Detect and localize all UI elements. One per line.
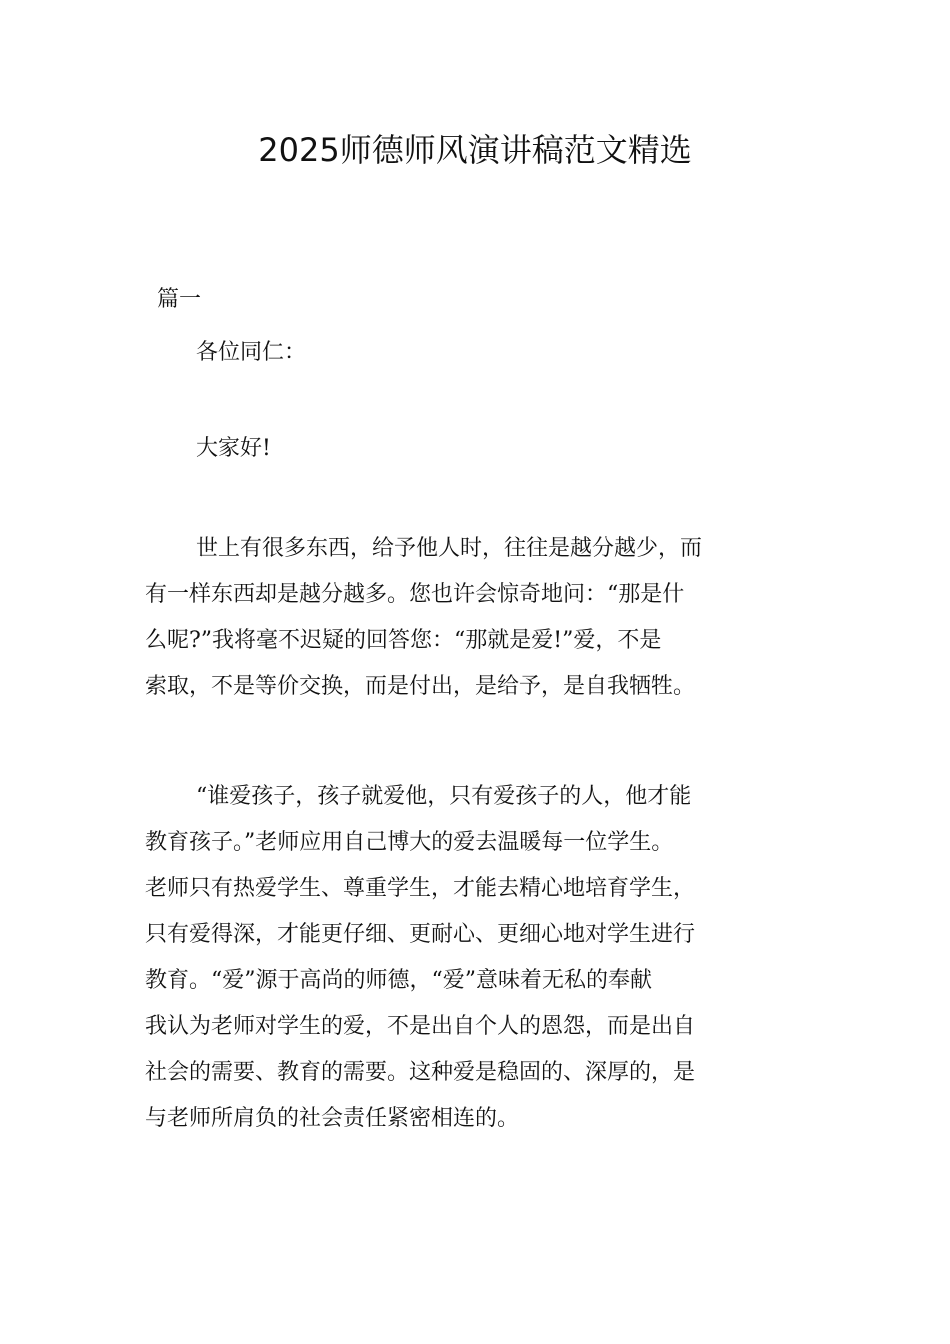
document-title: 2025师德师风演讲稿范文精选 (258, 131, 692, 169)
section-label: 篇一 (157, 287, 202, 312)
paragraph-line: 索取，不是等价交换，而是付出，是给予，是自我牺牲。 (145, 674, 696, 699)
greeting: 大家好! (196, 436, 271, 461)
paragraph-line: 只有爱得深，才能更仔细、更耐心、更细心地对学生进行 (145, 922, 696, 947)
paragraph-1 (145, 526, 807, 710)
paragraph-2 (145, 774, 807, 1142)
paragraph-line: 教育孩子。”老师应用自己博大的爱去温暖每一位学生。 (145, 830, 674, 855)
paragraph-line: “谁爱孩子，孩子就爱他，只有爱孩子的人，他才能 (196, 784, 692, 809)
paragraph-line: 我认为老师对学生的爱，不是出自个人的恩怨，而是出自 (145, 1014, 696, 1039)
paragraph-line: 社会的需要、教育的需要。这种爱是稳固的、深厚的，是 (145, 1060, 696, 1085)
paragraph-line: 与老师所肩负的社会责任紧密相连的。 (145, 1106, 520, 1131)
paragraph-line: 老师只有热爱学生、尊重学生，才能去精心地培育学生， (145, 876, 696, 901)
paragraph-line: 么呢?”我将毫不迟疑的回答您：“那就是爱!”爱，不是 (145, 628, 662, 653)
salutation: 各位同仁： (196, 340, 307, 365)
paragraph-line: 有一样东西却是越分越多。您也许会惊奇地问：“那是什 (145, 582, 685, 607)
paragraph-line: 教育。“爱”源于高尚的师德，“爱”意味着无私的奉献 (145, 968, 652, 993)
paragraph-line: 世上有很多东西，给予他人时，往往是越分越少，而 (196, 536, 703, 561)
